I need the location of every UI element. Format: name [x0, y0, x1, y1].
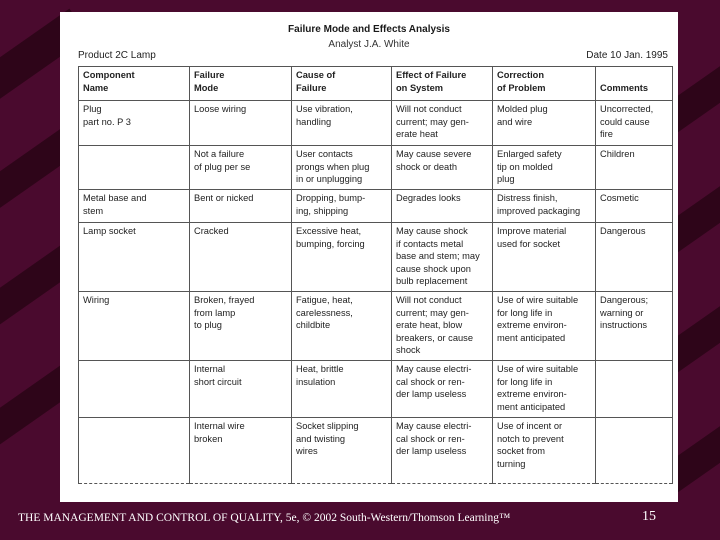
slide-footer: THE MANAGEMENT AND CONTROL OF QUALITY, 5e, © 2002 South-Western/Thomson Learning™: [18, 512, 511, 524]
fmea-document-image: [60, 12, 678, 502]
table-cell: Dangerous: [596, 223, 673, 292]
table-cell: User contacts prongs when plug in or unplugging: [292, 146, 392, 190]
table-cell: Plug part no. P 3: [79, 101, 190, 146]
table-cell: Enlarged safety tip on molded plug: [493, 146, 596, 190]
table-row: [79, 418, 673, 484]
table-cell: Distress finish, improved packaging: [493, 190, 596, 223]
header-cause-of-failure: Cause of Failure: [292, 67, 392, 101]
document-date: Date 10 Jan. 1995: [586, 50, 668, 61]
table-cell: Socket slipping and twisting wires: [292, 418, 392, 484]
table-cell: Broken, frayed from lamp to plug: [190, 292, 292, 361]
table-cell: Dropping, bump- ing, shipping: [292, 190, 392, 223]
fmea-table: [78, 66, 673, 484]
table-cell: Internal wire broken: [190, 418, 292, 484]
page-number: 15: [642, 509, 656, 524]
table-cell: [79, 361, 190, 418]
table-cell: Wiring: [79, 292, 190, 361]
table-cell: Fatigue, heat, carelessness, childbite: [292, 292, 392, 361]
table-cell: May cause electri- cal shock or ren- der lamp useless: [392, 361, 493, 418]
document-product: Product 2C Lamp: [78, 50, 156, 61]
table-cell: Internal short circuit: [190, 361, 292, 418]
header-comments: Comments: [596, 67, 673, 101]
table-row: [79, 146, 673, 190]
table-cell: [79, 418, 190, 484]
header-failure-mode: Failure Mode: [190, 67, 292, 101]
table-row: [79, 223, 673, 292]
table-cell: Loose wiring: [190, 101, 292, 146]
table-row: [79, 361, 673, 418]
table-cell: Heat, brittle insulation: [292, 361, 392, 418]
table-row: [79, 292, 673, 361]
table-cell: Molded plug and wire: [493, 101, 596, 146]
header-correction: Correction of Problem: [493, 67, 596, 101]
table-cell: May cause severe shock or death: [392, 146, 493, 190]
table-cell: Use of wire suitable for long life in extreme environ- ment anticipated: [493, 292, 596, 361]
table-cell: Dangerous; warning or instructions: [596, 292, 673, 361]
table-cell: Will not conduct current; may gen- erate heat, blow breakers, or cause shock: [392, 292, 493, 361]
table-cell: Use of wire suitable for long life in extreme environ- ment anticipated: [493, 361, 596, 418]
document-title: Failure Mode and Effects Analysis: [288, 24, 450, 35]
table-cell: May cause electri- cal shock or ren- der lamp useless: [392, 418, 493, 484]
header-component-name: Component Name: [79, 67, 190, 101]
table-row: [79, 101, 673, 146]
table-cell: Lamp socket: [79, 223, 190, 292]
table-row: [79, 190, 673, 223]
table-cell: Use vibration, handling: [292, 101, 392, 146]
header-effect-of-failure: Effect of Failure on System: [392, 67, 493, 101]
table-cell: Will not conduct current; may gen- erate heat: [392, 101, 493, 146]
table-cell: [596, 361, 673, 418]
table-cell: Cosmetic: [596, 190, 673, 223]
table-cell: Degrades looks: [392, 190, 493, 223]
table-cell: Improve material used for socket: [493, 223, 596, 292]
table-cell: Children: [596, 146, 673, 190]
table-cell: Cracked: [190, 223, 292, 292]
table-cell: Use of incent or notch to prevent socket from turning: [493, 418, 596, 484]
table-cell: May cause shock if contacts metal base and stem; may cause shock upon bulb replacement: [392, 223, 493, 292]
table-cell: Metal base and stem: [79, 190, 190, 223]
document-analyst: Analyst J.A. White: [328, 39, 410, 50]
table-cell: Excessive heat, bumping, forcing: [292, 223, 392, 292]
table-header-row: [79, 67, 673, 101]
table-cell: Uncorrected, could cause fire: [596, 101, 673, 146]
table-cell: Not a failure of plug per se: [190, 146, 292, 190]
table-cell: [79, 146, 190, 190]
table-cell: [596, 418, 673, 484]
table-cell: Bent or nicked: [190, 190, 292, 223]
